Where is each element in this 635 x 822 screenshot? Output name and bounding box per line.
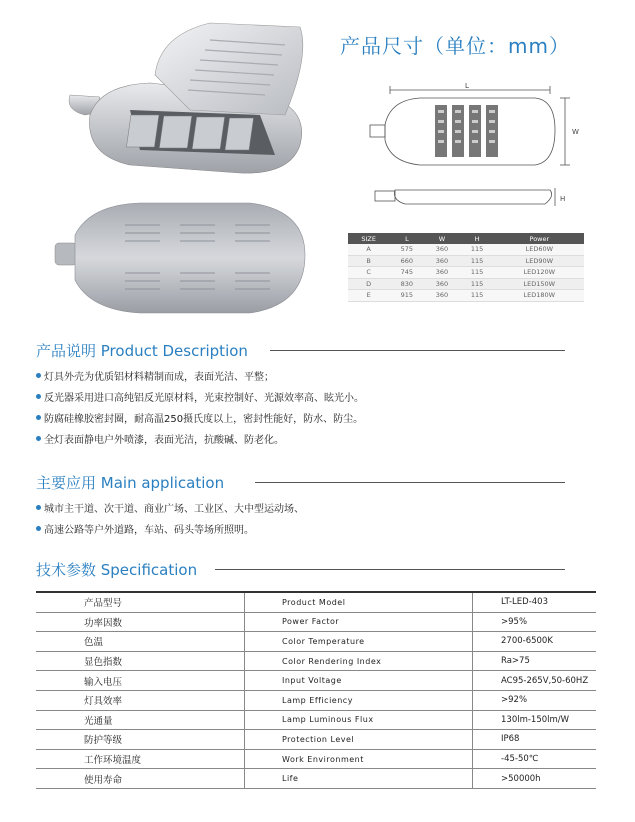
size-cell: 115 <box>460 255 495 267</box>
size-cell: 360 <box>424 267 459 279</box>
size-cell: 575 <box>389 244 424 255</box>
spec-value: >92% <box>473 690 597 710</box>
spec-value: >50000h <box>473 769 597 789</box>
size-cell: D <box>348 278 389 290</box>
spec-name-en: Color Temperature <box>245 632 473 652</box>
table-row <box>348 244 584 255</box>
open-luminaire-photo <box>60 15 320 180</box>
size-cell: 115 <box>460 267 495 279</box>
application-item-text: 城市主干道、次干道、商业广场、工业区、大中型运动场、 <box>44 504 304 515</box>
size-cell: 360 <box>424 244 459 255</box>
description-item-text: 全灯表面静电户外喷漆，表面光洁，抗酸碱、防老化。 <box>44 435 284 446</box>
spec-value: Ra>75 <box>473 651 597 671</box>
size-cell: 360 <box>424 278 459 290</box>
list-item <box>36 518 304 539</box>
spec-name-zh: 色温 <box>36 632 245 652</box>
closed-luminaire-photo <box>50 195 310 325</box>
size-cell: C <box>348 267 389 279</box>
size-header-cell: SIZE <box>348 233 389 244</box>
spec-name-zh: 输入电压 <box>36 671 245 691</box>
size-cell: 360 <box>424 290 459 302</box>
size-cell: 745 <box>389 267 424 279</box>
spec-name-zh: 灯具效率 <box>36 690 245 710</box>
specification-table <box>36 591 596 789</box>
description-divider <box>270 350 565 351</box>
bullet-dot-icon <box>36 415 41 420</box>
spec-name-en: Lamp Luminous Flux <box>245 710 473 730</box>
table-row <box>36 710 596 730</box>
bullet-dot-icon <box>36 373 41 378</box>
size-cell: 115 <box>460 244 495 255</box>
size-cell: LED90W <box>495 255 584 267</box>
spec-value: AC95-265V,50-60HZ <box>473 671 597 691</box>
table-row <box>348 255 584 267</box>
spec-name-zh: 光通量 <box>36 710 245 730</box>
spec-name-en: Product Model <box>245 592 473 612</box>
spec-value: >95% <box>473 612 597 632</box>
bullet-dot-icon <box>36 394 41 399</box>
size-cell: LED120W <box>495 267 584 279</box>
spec-name-zh: 防护等级 <box>36 730 245 750</box>
spec-value: IP68 <box>473 730 597 750</box>
size-cell: LED60W <box>495 244 584 255</box>
spec-name-zh: 功率因数 <box>36 612 245 632</box>
list-item <box>36 365 364 386</box>
size-cell: E <box>348 290 389 302</box>
table-row <box>36 749 596 769</box>
spec-value: 130lm-150lm/W <box>473 710 597 730</box>
list-item <box>36 386 364 407</box>
size-cell: 115 <box>460 278 495 290</box>
size-table-header <box>348 233 584 244</box>
table-row <box>36 632 596 652</box>
dim-label-h: H <box>560 195 566 203</box>
spec-name-zh: 显色指数 <box>36 651 245 671</box>
description-item-text: 反光器采用进口高纯铝反光原材料，光束控制好、光源效率高、眩光小。 <box>44 393 364 404</box>
table-row <box>348 290 584 302</box>
spec-name-en: Power Factor <box>245 612 473 632</box>
specification-title: 技术参数 Specification <box>36 559 205 580</box>
description-item-text: 灯具外壳为优质铝材料精制而成，表面光洁、平整； <box>44 372 274 383</box>
spec-name-zh: 工作环境温度 <box>36 749 245 769</box>
size-header-cell: W <box>424 233 459 244</box>
bullet-dot-icon <box>36 526 41 531</box>
spec-name-en: Input Voltage <box>245 671 473 691</box>
bullet-dot-icon <box>36 505 41 510</box>
table-row <box>36 671 596 691</box>
size-cell: 915 <box>389 290 424 302</box>
spec-name-en: Life <box>245 769 473 789</box>
spec-value: -45-50℃ <box>473 749 597 769</box>
bullet-dot-icon <box>36 436 41 441</box>
table-row <box>36 690 596 710</box>
size-cell: B <box>348 255 389 267</box>
size-header-cell: H <box>460 233 495 244</box>
description-title: 产品说明 Product Description <box>36 340 256 361</box>
spec-name-zh: 产品型号 <box>36 592 245 612</box>
table-row <box>348 267 584 279</box>
spec-name-zh: 使用寿命 <box>36 769 245 789</box>
size-cell: A <box>348 244 389 255</box>
application-divider <box>255 482 565 483</box>
table-row <box>36 769 596 789</box>
dim-label-l: L <box>465 82 469 90</box>
dim-label-w: W <box>572 128 579 136</box>
spec-name-en: Lamp Efficiency <box>245 690 473 710</box>
description-list <box>36 365 364 449</box>
table-row <box>36 651 596 671</box>
application-list <box>36 497 304 539</box>
size-cell: LED150W <box>495 278 584 290</box>
spec-name-en: Protection Level <box>245 730 473 750</box>
table-row <box>348 278 584 290</box>
table-row <box>36 592 596 612</box>
spec-name-en: Color Rendering Index <box>245 651 473 671</box>
size-cell: 115 <box>460 290 495 302</box>
application-title: 主要应用 Main application <box>36 472 232 493</box>
list-item <box>36 497 304 518</box>
size-header-cell: L <box>389 233 424 244</box>
spec-value: 2700-6500K <box>473 632 597 652</box>
size-cell: 360 <box>424 255 459 267</box>
size-table <box>348 233 584 302</box>
list-item <box>36 407 364 428</box>
table-row <box>36 730 596 750</box>
dimension-drawing <box>360 80 590 220</box>
application-item-text: 高速公路等户外道路，车站、码头等场所照明。 <box>44 525 254 536</box>
size-cell: 830 <box>389 278 424 290</box>
size-cell: LED180W <box>495 290 584 302</box>
spec-name-en: Work Environment <box>245 749 473 769</box>
size-title: 产品尺寸（单位：mm） <box>340 34 570 58</box>
spec-value: LT-LED-403 <box>473 592 597 612</box>
list-item <box>36 428 364 449</box>
size-cell: 660 <box>389 255 424 267</box>
table-row <box>36 612 596 632</box>
description-item-text: 防腐硅橡胶密封圈，耐高温250摄氏度以上，密封性能好，防水、防尘。 <box>44 414 364 425</box>
size-header-cell: Power <box>495 233 584 244</box>
specification-divider <box>215 569 565 570</box>
